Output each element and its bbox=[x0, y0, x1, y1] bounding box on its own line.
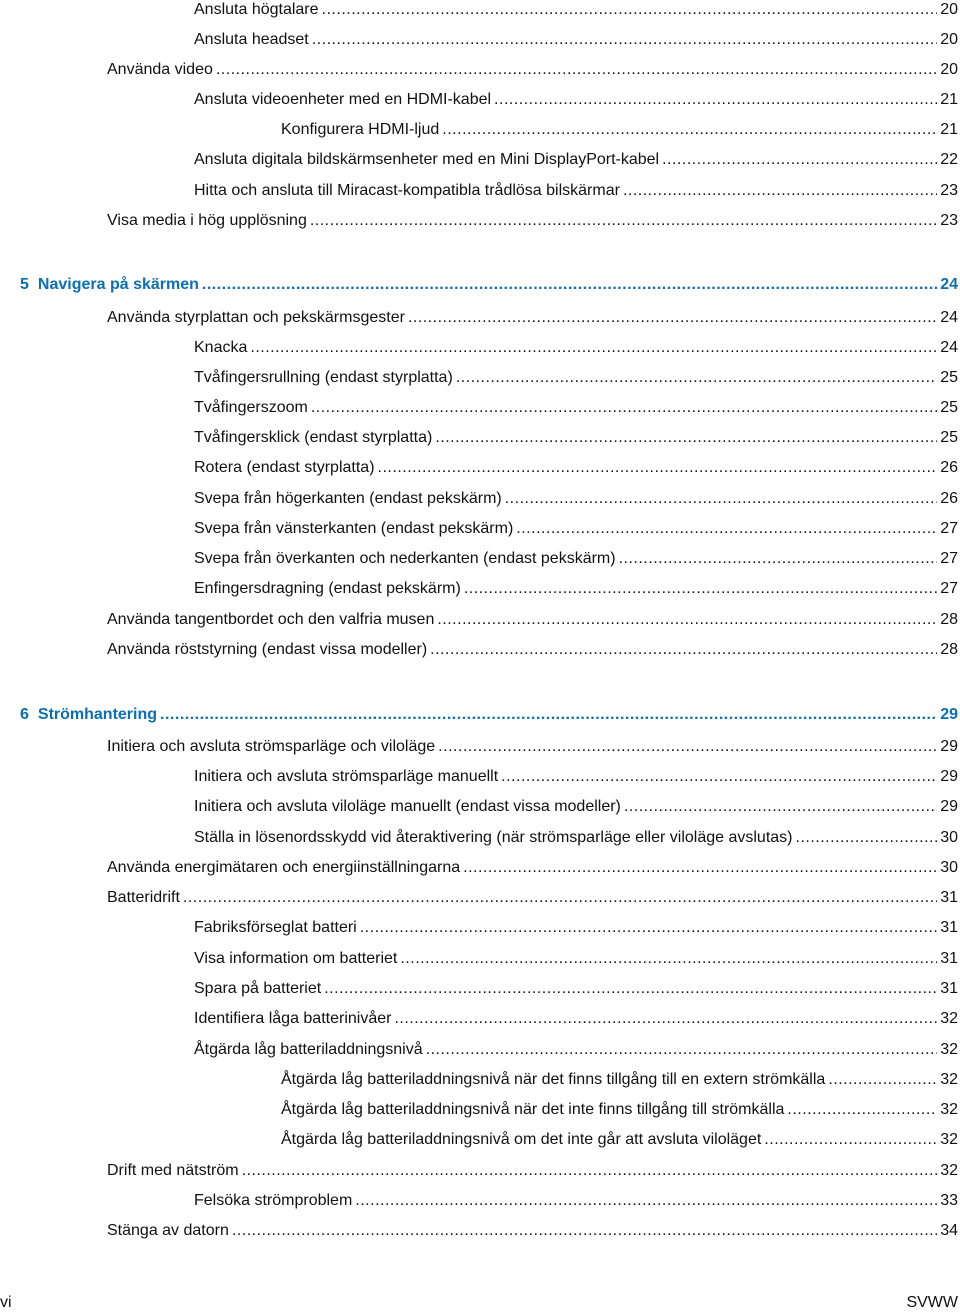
toc-entry[interactable] bbox=[107, 1161, 958, 1181]
toc-entry[interactable] bbox=[194, 949, 958, 969]
toc-entry[interactable] bbox=[194, 150, 958, 170]
dot-leader bbox=[624, 797, 937, 817]
toc-entry[interactable] bbox=[194, 458, 958, 478]
toc-entry[interactable] bbox=[194, 90, 958, 110]
toc-entry[interactable] bbox=[107, 1221, 958, 1241]
dot-leader bbox=[378, 458, 938, 478]
toc-page-number: 29 bbox=[940, 706, 958, 723]
toc-entry[interactable] bbox=[194, 181, 958, 201]
dot-leader bbox=[501, 767, 937, 787]
dot-leader bbox=[426, 1040, 938, 1060]
toc-entry-label: Initiera och avsluta strömsparläge manuellt bbox=[194, 768, 499, 785]
toc-page-number: 21 bbox=[940, 121, 958, 138]
toc-page-number: 24 bbox=[940, 309, 958, 326]
toc-page-number: 23 bbox=[940, 182, 958, 199]
toc-entry-label: Åtgärda låg batteriladdningsnivå om det inte går att avsluta viloläget bbox=[281, 1131, 762, 1148]
toc-entry-label: Svepa från överkanten och nederkanten (endast pekskärm) bbox=[194, 550, 616, 567]
toc-page-number: 32 bbox=[940, 1071, 958, 1088]
toc-entry-label: Rotera (endast styrplatta) bbox=[194, 459, 375, 476]
toc-entry[interactable] bbox=[194, 519, 958, 539]
dot-leader bbox=[311, 398, 937, 418]
dot-leader bbox=[442, 120, 937, 140]
toc-entry-label: Initiera och avsluta viloläge manuellt (endast vissa modeller) bbox=[194, 798, 621, 815]
toc-page-number: 32 bbox=[940, 1131, 958, 1148]
dot-leader bbox=[662, 150, 937, 170]
toc-entry[interactable] bbox=[194, 918, 958, 938]
toc-entry[interactable] bbox=[194, 338, 958, 358]
dot-leader bbox=[796, 828, 938, 848]
toc-entry-label: Åtgärda låg batteriladdningsnivå när det finns tillgång till en extern strömkälla bbox=[281, 1071, 826, 1088]
chapter-number: 5 bbox=[20, 276, 29, 293]
toc-entry-label: Ansluta headset bbox=[194, 31, 309, 48]
toc-entry[interactable] bbox=[194, 1191, 958, 1211]
toc-entry[interactable] bbox=[194, 797, 958, 817]
toc-entry-label: Drift med nätström bbox=[107, 1162, 239, 1179]
toc-entry[interactable] bbox=[107, 737, 958, 757]
toc-page-number: 30 bbox=[940, 859, 958, 876]
toc-entry-label: Knacka bbox=[194, 339, 248, 356]
toc-entry-label: Initiera och avsluta strömsparläge och viloläge bbox=[107, 738, 436, 755]
toc-entry-label: Använda energimätaren och energiinställningarna bbox=[107, 859, 461, 876]
toc-entry[interactable] bbox=[194, 1040, 958, 1060]
toc-entry-label: Strömhantering bbox=[37, 706, 158, 723]
toc-entry[interactable] bbox=[194, 368, 958, 388]
dot-leader bbox=[828, 1070, 937, 1090]
toc-entry[interactable] bbox=[194, 428, 958, 448]
toc-page-number: 20 bbox=[940, 31, 958, 48]
toc-entry-label: Tvåfingerszoom bbox=[194, 399, 308, 416]
dot-leader bbox=[324, 979, 937, 999]
toc-entry-label: Visa media i hög upplösning bbox=[107, 212, 307, 229]
toc-entry-label: Spara på batteriet bbox=[194, 980, 322, 997]
dot-leader bbox=[216, 60, 937, 80]
dot-leader bbox=[516, 519, 937, 539]
toc-entry-label: Ansluta digitala bildskärmsenheter med en Mini DisplayPort-kabel bbox=[194, 151, 660, 168]
toc-page-number: 31 bbox=[940, 980, 958, 997]
toc-page-number: 32 bbox=[940, 1162, 958, 1179]
toc-entry-label: Åtgärda låg batteriladdningsnivå bbox=[194, 1041, 423, 1058]
toc-entry[interactable] bbox=[281, 120, 958, 140]
toc-entry[interactable] bbox=[194, 398, 958, 418]
toc-entry-label: Felsöka strömproblem bbox=[194, 1192, 353, 1209]
toc-entry[interactable] bbox=[194, 489, 958, 509]
footer-language-code: SVWW bbox=[906, 1294, 958, 1311]
toc-page-number: 20 bbox=[940, 61, 958, 78]
toc-entry-label: Identifiera låga batterinivåer bbox=[194, 1010, 392, 1027]
toc-entry-label: Använda styrplattan och pekskärmsgester bbox=[107, 309, 405, 326]
toc-entry-label: Svepa från vänsterkanten (endast pekskärm) bbox=[194, 520, 514, 537]
dot-leader bbox=[242, 1161, 938, 1181]
toc-page-number: 21 bbox=[940, 91, 958, 108]
toc-page-number: 25 bbox=[940, 399, 958, 416]
toc-page-number: 33 bbox=[940, 1192, 958, 1209]
toc-page-number: 31 bbox=[940, 950, 958, 967]
toc-entry[interactable] bbox=[281, 1070, 958, 1090]
dot-leader bbox=[463, 858, 937, 878]
dot-leader bbox=[160, 705, 937, 725]
toc-page-number: 27 bbox=[940, 580, 958, 597]
toc-entry[interactable] bbox=[107, 858, 958, 878]
toc-page-number: 25 bbox=[940, 369, 958, 386]
dot-leader bbox=[505, 489, 937, 509]
dot-leader bbox=[250, 338, 937, 358]
toc-entry[interactable] bbox=[107, 308, 958, 328]
toc-entry-label: Stänga av datorn bbox=[107, 1222, 229, 1239]
toc-page-number: 34 bbox=[940, 1222, 958, 1239]
toc-entry-label: Ansluta videoenheter med en HDMI-kabel bbox=[194, 91, 492, 108]
dot-leader bbox=[322, 0, 938, 20]
dot-leader bbox=[623, 181, 937, 201]
toc-page-number: 31 bbox=[940, 889, 958, 906]
chapter-number: 6 bbox=[20, 706, 29, 723]
toc-entry-label: Ansluta högtalare bbox=[194, 1, 319, 18]
toc-page-number: 32 bbox=[940, 1101, 958, 1118]
dot-leader bbox=[360, 918, 937, 938]
dot-leader bbox=[438, 737, 937, 757]
dot-leader bbox=[394, 1009, 937, 1029]
toc-chapter[interactable] bbox=[20, 275, 958, 295]
toc-page-number: 24 bbox=[940, 276, 958, 293]
toc-entry[interactable] bbox=[281, 1100, 958, 1120]
dot-leader bbox=[400, 949, 937, 969]
toc-entry[interactable] bbox=[107, 640, 958, 660]
toc-page-number: 29 bbox=[940, 738, 958, 755]
toc-page-number: 24 bbox=[940, 339, 958, 356]
dot-leader bbox=[232, 1221, 937, 1241]
toc-entry[interactable] bbox=[107, 211, 958, 231]
toc-page-number: 25 bbox=[940, 429, 958, 446]
toc-entry[interactable] bbox=[281, 1130, 958, 1150]
dot-leader bbox=[764, 1130, 937, 1150]
dot-leader bbox=[787, 1100, 937, 1120]
toc-page-number: 29 bbox=[940, 768, 958, 785]
dot-leader bbox=[310, 211, 937, 231]
toc-entry-label: Tvåfingersklick (endast styrplatta) bbox=[194, 429, 433, 446]
toc-entry[interactable] bbox=[194, 0, 958, 20]
dot-leader bbox=[435, 428, 937, 448]
toc-entry-label: Svepa från högerkanten (endast pekskärm) bbox=[194, 490, 502, 507]
toc-page-number: 26 bbox=[940, 459, 958, 476]
toc-page-number: 28 bbox=[940, 611, 958, 628]
toc-entry[interactable] bbox=[194, 979, 958, 999]
dot-leader bbox=[183, 888, 937, 908]
dot-leader bbox=[202, 275, 937, 295]
toc-entry-label: Använda video bbox=[107, 61, 213, 78]
toc-entry-label: Ställa in lösenordsskydd vid återaktivering (när strömsparläge eller viloläge avslutas) bbox=[194, 829, 793, 846]
dot-leader bbox=[494, 90, 937, 110]
toc-entry[interactable] bbox=[107, 610, 958, 630]
dot-leader bbox=[408, 308, 937, 328]
toc-page-number: 27 bbox=[940, 550, 958, 567]
toc-entry-label: Åtgärda låg batteriladdningsnivå när det inte finns tillgång till strömkälla bbox=[281, 1101, 785, 1118]
toc-entry[interactable] bbox=[194, 828, 958, 848]
toc-entry[interactable] bbox=[194, 549, 958, 569]
toc-entry-label: Konfigurera HDMI-ljud bbox=[281, 121, 440, 138]
dot-leader bbox=[312, 30, 937, 50]
toc-page-number: 31 bbox=[940, 919, 958, 936]
dot-leader bbox=[437, 610, 937, 630]
toc-page-number: 32 bbox=[940, 1041, 958, 1058]
toc-entry[interactable] bbox=[194, 1009, 958, 1029]
dot-leader bbox=[355, 1191, 937, 1211]
toc-entry-label: Enfingersdragning (endast pekskärm) bbox=[194, 580, 461, 597]
toc-entry-label: Batteridrift bbox=[107, 889, 180, 906]
toc-chapter[interactable] bbox=[20, 705, 958, 725]
toc-entry-label: Använda röststyrning (endast vissa modeller) bbox=[107, 641, 428, 658]
toc-entry-label: Tvåfingersrullning (endast styrplatta) bbox=[194, 369, 453, 386]
toc-entry-label: Hitta och ansluta till Miracast-kompatibla trådlösa bilskärmar bbox=[194, 182, 620, 199]
toc-entry[interactable] bbox=[107, 888, 958, 908]
toc-page-number: 29 bbox=[940, 798, 958, 815]
toc-entry[interactable] bbox=[194, 767, 958, 787]
dot-leader bbox=[619, 549, 938, 569]
dot-leader bbox=[464, 579, 937, 599]
toc-page-number: 22 bbox=[940, 151, 958, 168]
toc-page-number: 30 bbox=[940, 829, 958, 846]
toc-entry-label: Navigera på skärmen bbox=[37, 276, 199, 293]
dot-leader bbox=[430, 640, 937, 660]
toc-page-number: 23 bbox=[940, 212, 958, 229]
toc-entry-label: Fabriksförseglat batteri bbox=[194, 919, 357, 936]
toc-page-number: 28 bbox=[940, 641, 958, 658]
toc-entry-label: Visa information om batteriet bbox=[194, 950, 398, 967]
toc-entry[interactable] bbox=[194, 579, 958, 599]
toc-page-number: 20 bbox=[940, 1, 958, 18]
toc-page-number: 26 bbox=[940, 490, 958, 507]
toc-entry[interactable] bbox=[107, 60, 958, 80]
toc-page-number: 32 bbox=[940, 1010, 958, 1027]
footer-page-number: vi bbox=[0, 1294, 12, 1311]
toc-entry[interactable] bbox=[194, 30, 958, 50]
toc-page-number: 27 bbox=[940, 520, 958, 537]
toc-entry-label: Använda tangentbordet och den valfria musen bbox=[107, 611, 435, 628]
dot-leader bbox=[456, 368, 937, 388]
